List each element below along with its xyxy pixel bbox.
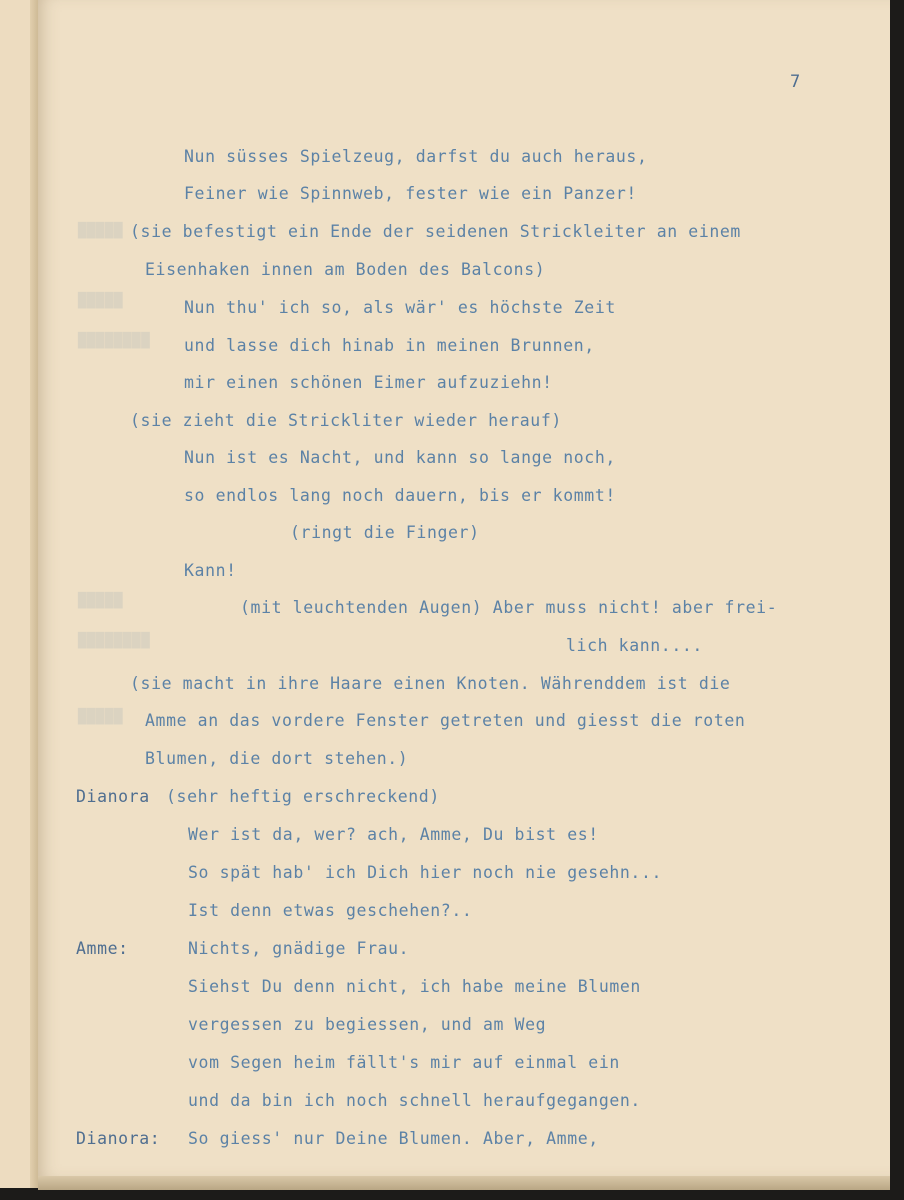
text-line: Feiner wie Spinnweb, fester wie ein Panzer! <box>184 184 637 203</box>
stage-direction: (sehr heftig erschreckend) <box>166 787 440 806</box>
stage-direction: (sie befestigt ein Ende der seidenen Strickleiter an einem <box>130 222 741 241</box>
text-line: Nun ist es Nacht, und kann so lange noch, <box>184 448 616 467</box>
stage-direction: Eisenhaken innen am Boden des Balcons) <box>145 260 546 279</box>
scanned-document: █████ █████ ████████ █████ ████████ █████ 7 Nun süsses Spielzeug, darfst du auch heraus, Feiner wie Spinnweb, fester wie ein Panzer! (sie befestigt ein Ende der seidenen Strickleiter an einem Eisenhaken innen am Boden des Balcons) Nun thu' ich so, als wär' es höchste Zeit und lasse dich hinab in meinen Brunnen, mir einen schönen Eimer aufzuziehn! (sie zieht die Strickliter wieder herauf) Nun ist es Nacht, und kann so lange noch, so endlos lang noch dauern, bis er kommt! (ringt die Finger) Kann! (mit leuchtenden Augen) Aber muss nicht! aber frei- lich kann.... (sie macht in ihre Haare einen Knoten. Währenddem ist die Amme an das vordere Fenster getreten und giesst die roten Blumen, die dort stehen.) Dianora (sehr heftig erschreckend) Wer ist da, wer? ach, Amme, Du bist es! So spät hab' ich Dich hier noch nie gesehn... Ist denn etwas geschehen?.. Amme: Nichts, gnädige Frau. Siehst Du denn nicht, ich habe meine Blumen vergessen zu begiessen, und am Weg vom Segen heim fällt's mir auf einmal ein und da bin ich noch schnell heraufgegangen. Dianora: So giess' nur Deine Blumen. Aber, Amme, <box>0 0 904 1200</box>
stage-direction: Amme an das vordere Fenster getreten und giesst die roten <box>145 711 746 730</box>
text-line: Nichts, gnädige Frau. <box>188 939 410 958</box>
text-line: Wer ist da, wer? ach, Amme, Du bist es! <box>188 825 599 844</box>
stage-direction: (sie macht in ihre Haare einen Knoten. Währenddem ist die <box>130 674 731 693</box>
text-line: Ist denn etwas geschehen?.. <box>188 901 473 920</box>
text-line: Nun süsses Spielzeug, darfst du auch heraus, <box>184 147 648 166</box>
text-line: Siehst Du denn nicht, ich habe meine Blumen <box>188 977 641 996</box>
text-line: und da bin ich noch schnell heraufgegangen. <box>188 1091 641 1110</box>
text-line: So giess' nur Deine Blumen. Aber, Amme, <box>188 1129 599 1148</box>
text-line: mir einen schönen Eimer aufzuziehn! <box>184 373 553 392</box>
speaker-name: Dianora: <box>76 1129 161 1148</box>
text-line: So spät hab' ich Dich hier noch nie gesehn... <box>188 863 663 882</box>
text-line: so endlos lang noch dauern, bis er kommt! <box>184 486 616 505</box>
text-line: und lasse dich hinab in meinen Brunnen, <box>184 336 595 355</box>
stage-direction: (ringt die Finger) <box>290 523 480 542</box>
stage-direction: Blumen, die dort stehen.) <box>145 749 409 768</box>
text-line: Kann! <box>184 561 237 580</box>
speaker-name: Dianora <box>76 787 150 806</box>
text-line: (mit leuchtenden Augen) Aber muss nicht! aber frei- <box>240 598 778 617</box>
page-number: 7 <box>790 72 801 92</box>
typescript-page <box>38 0 890 1176</box>
text-line: vom Segen heim fällt's mir auf einmal ein <box>188 1053 620 1072</box>
speaker-name: Amme: <box>76 939 129 958</box>
text-line: vergessen zu begiessen, und am Weg <box>188 1015 547 1034</box>
stage-direction: (sie zieht die Strickliter wieder herauf) <box>130 411 562 430</box>
text-line: Nun thu' ich so, als wär' es höchste Zeit <box>184 298 616 317</box>
text-line: lich kann.... <box>566 636 703 655</box>
page-bottom-edge <box>38 1176 890 1190</box>
